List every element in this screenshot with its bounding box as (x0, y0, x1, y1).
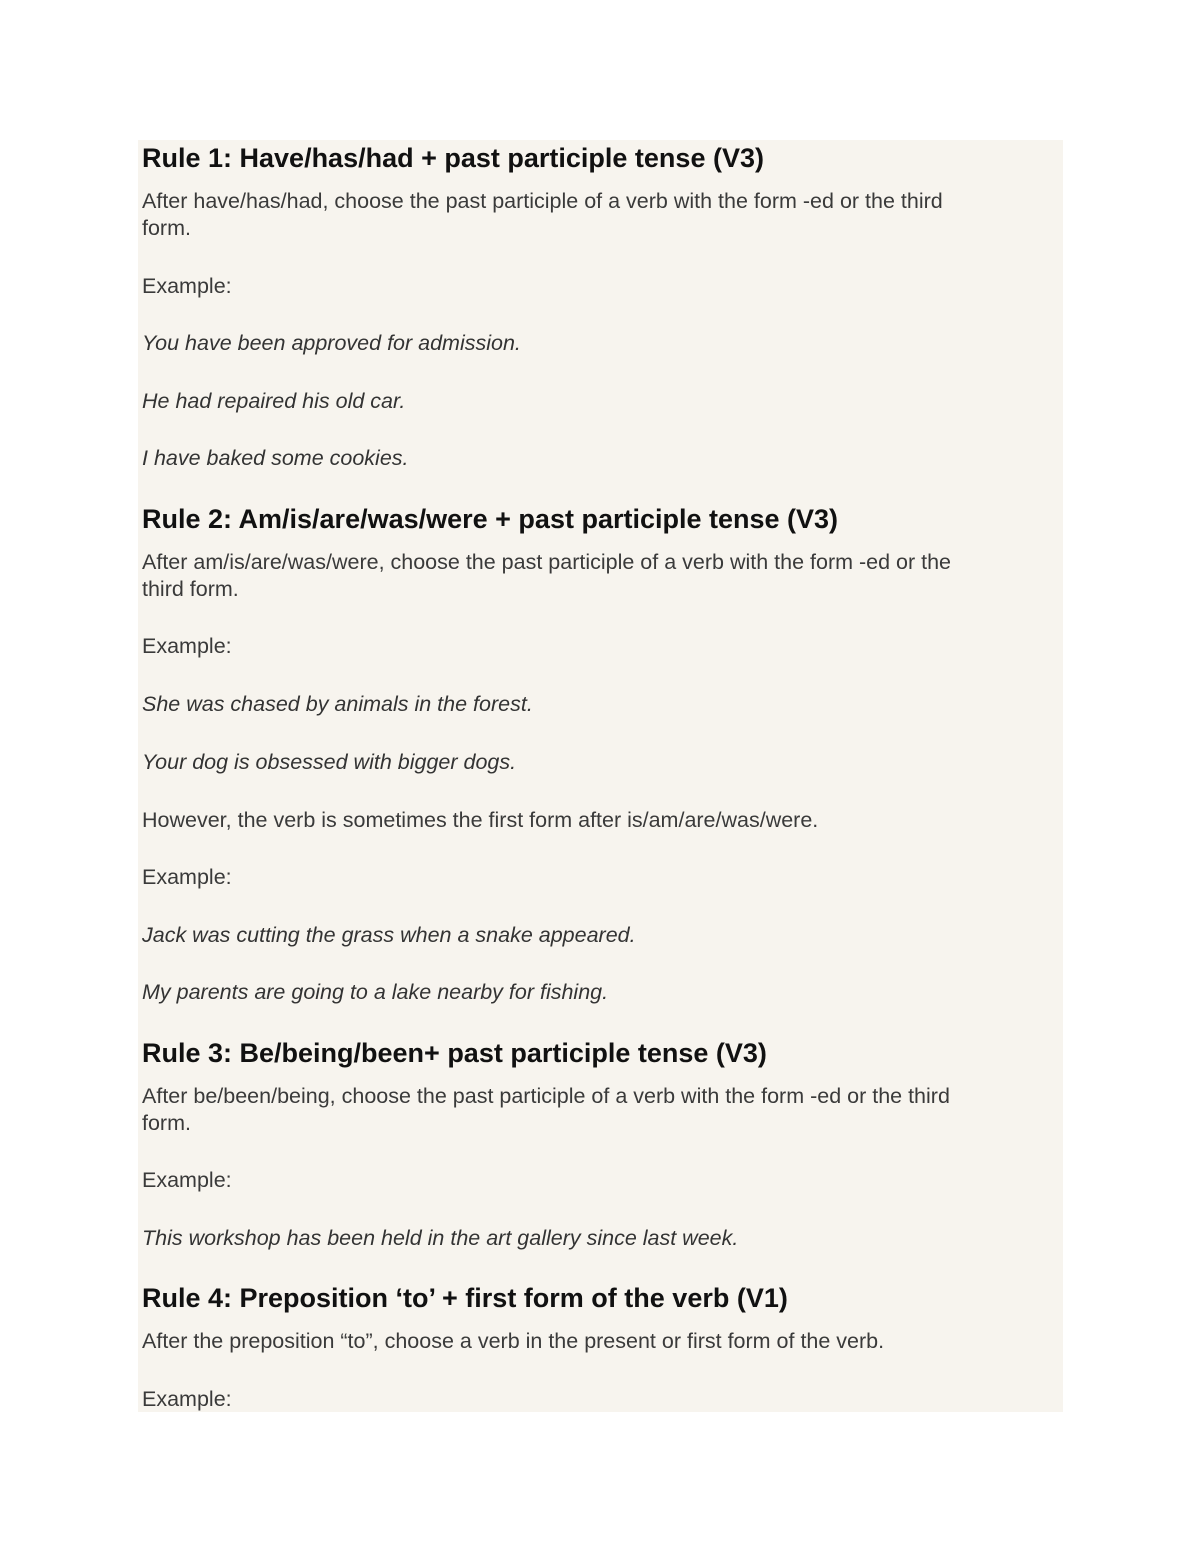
rule-3-description-line-2: form. (142, 1111, 191, 1135)
rule-2-note: However, the verb is sometimes the first form after is/am/are/was/were. (142, 808, 819, 832)
rule-2-description-line-1: After am/is/are/was/were, choose the past participle of a verb with the form -ed or the (142, 550, 952, 574)
rule-2-example-label-2: Example: (142, 865, 232, 889)
document-content (138, 140, 1063, 1412)
rule-1-heading: Rule 1: Have/has/had + past participle tense (V3) (142, 143, 764, 173)
rule-2-heading: Rule 2: Am/is/are/was/were + past participle tense (V3) (142, 504, 839, 534)
rule-2-example-4: My parents are going to a lake nearby for fishing. (142, 980, 609, 1004)
rule-1-description-line-2: form. (142, 216, 191, 240)
rule-1-example-label: Example: (142, 274, 232, 298)
rule-3-heading: Rule 3: Be/being/been+ past participle tense (V3) (142, 1038, 767, 1068)
rule-2-example-2: Your dog is obsessed with bigger dogs. (142, 750, 517, 774)
rule-3-example-1: This workshop has been held in the art gallery since last week. (142, 1226, 739, 1250)
rule-2-example-1: She was chased by animals in the forest. (142, 692, 533, 716)
rule-4-heading: Rule 4: Preposition ‘to’ + first form of the verb (V1) (142, 1283, 788, 1313)
rule-2-example-label: Example: (142, 634, 232, 658)
rule-2-example-3: Jack was cutting the grass when a snake appeared. (142, 923, 636, 947)
rule-1-example-1: You have been approved for admission. (142, 331, 521, 355)
rule-2-description-line-2: third form. (142, 577, 239, 601)
rule-4-description-line-1: After the preposition “to”, choose a verb in the present or first form of the verb. (142, 1329, 885, 1353)
rule-1-example-2: He had repaired his old car. (142, 389, 406, 413)
rule-1-description-line-1: After have/has/had, choose the past participle of a verb with the form -ed or the third (142, 189, 943, 213)
rule-1-example-3: I have baked some cookies. (142, 446, 409, 470)
rule-3-description-line-1: After be/been/being, choose the past participle of a verb with the form -ed or the third (142, 1084, 950, 1108)
rule-4-example-label: Example: (142, 1387, 232, 1411)
rule-3-example-label: Example: (142, 1168, 232, 1192)
